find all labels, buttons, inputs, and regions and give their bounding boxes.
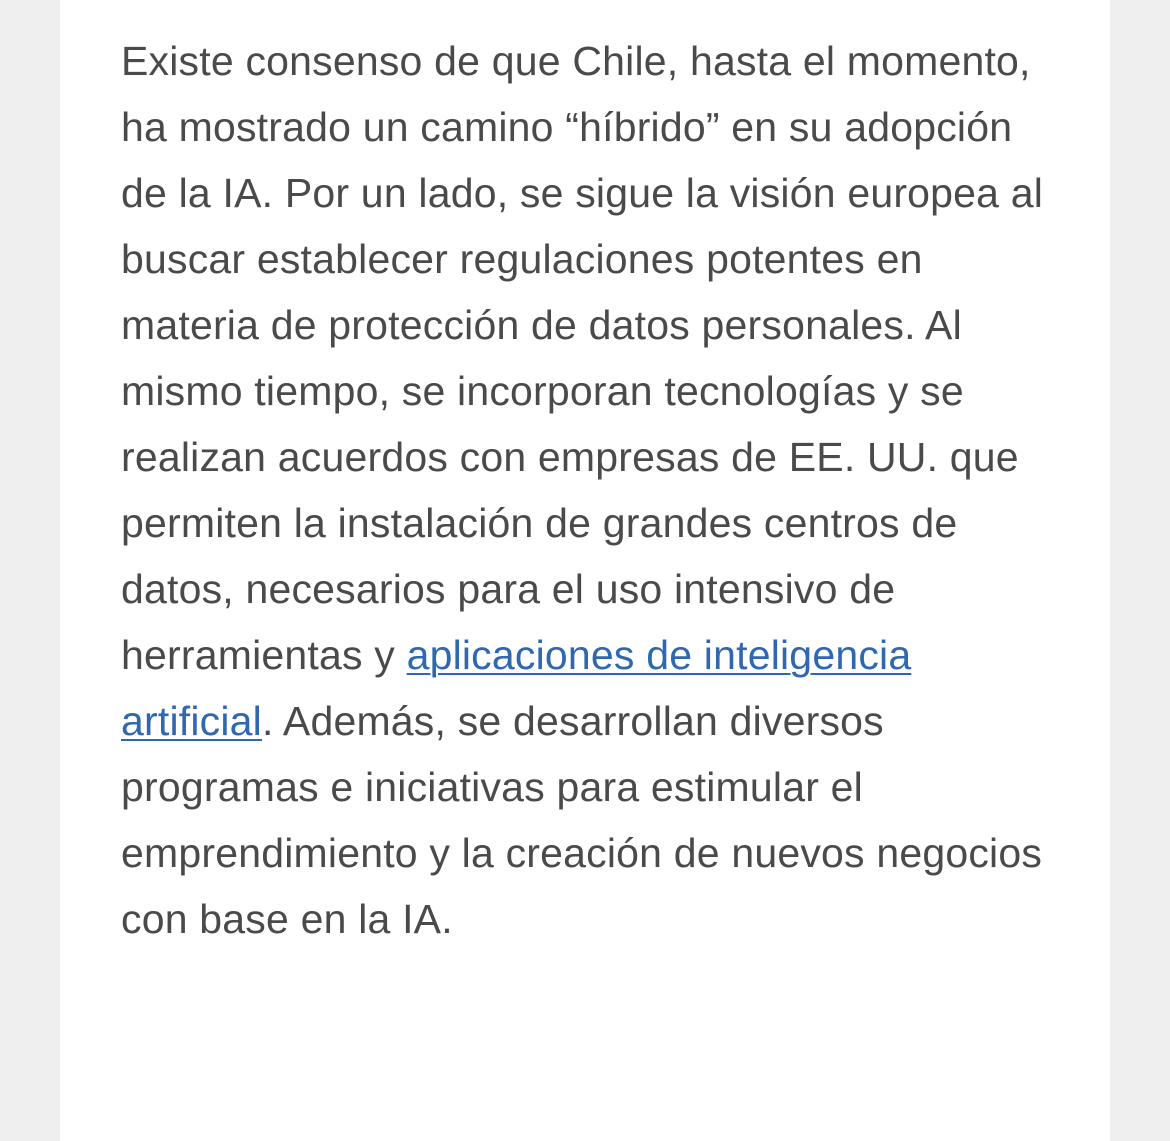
article-card — [60, 0, 1110, 1141]
article-paragraph — [121, 28, 1051, 952]
ai-applications-link[interactable]: aplicaciones de inteligencia artificial — [121, 632, 912, 744]
paragraph-text-after-link: . Además, se desarrollan diversos programas e iniciativas para estimular el emprendimiento y la creación de nuevos negocios con base en la IA. — [121, 698, 1043, 942]
paragraph-text-before-link: Existe consenso de que Chile, hasta el momento, ha mostrado un camino “híbrido” en su adopción de la IA. Por un lado, se sigue la visión europea al buscar establecer regulaciones potentes en materia de protección de datos personales. Al mismo tiempo, se incorporan tecnologías y se realizan acuerdos con empresas de EE. UU. que permiten la instalación de grandes centros de datos, necesarios para el uso intensivo de herramientas y — [121, 38, 1044, 678]
